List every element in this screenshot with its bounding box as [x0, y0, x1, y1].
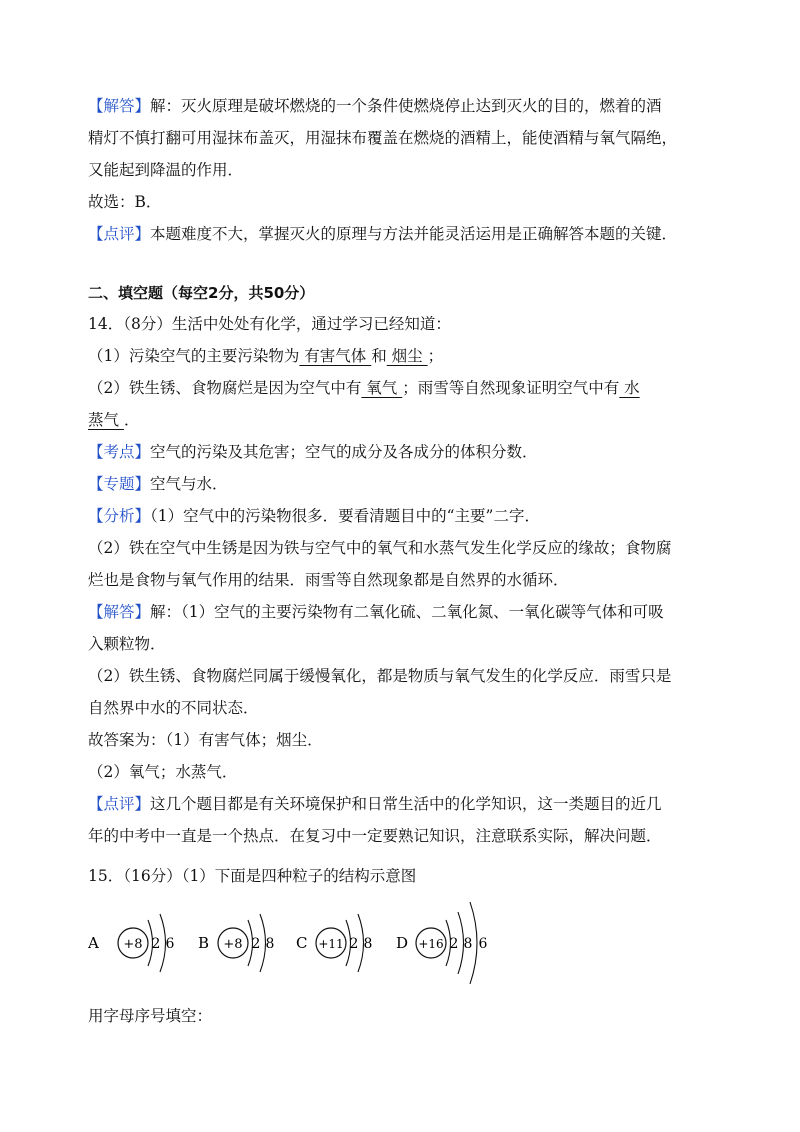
- dianping-tag: 【点评】: [88, 225, 151, 243]
- q15-stem: 15．（16分）（1）下面是四种粒子的结构示意图: [88, 867, 417, 885]
- q14-zhuanti: 【专题】空气与水．: [88, 475, 228, 493]
- dianping-tag: 【点评】: [88, 795, 151, 813]
- q14-jieda-line2: 入颗粒物．: [88, 635, 166, 653]
- q13-dianping: 【点评】本题难度不大，掌握灭火的原理与方法并能灵活运用是正确解答本题的关键．: [88, 225, 678, 243]
- q14-jieda-line3: （2）铁生锈、食物腐烂同属于缓慢氧化，都是物质与氧气发生的化学反应．雨雪只是: [88, 667, 672, 685]
- kaodian-tag: 【考点】: [88, 443, 151, 461]
- q13-jieda-line2: 精灯不慎打翻可用湿抹布盖灭，用湿抹布覆盖在燃烧的酒精上，能使酒精与氧气隔绝，: [88, 129, 678, 147]
- particle-letter: D: [396, 934, 409, 952]
- q13-jieda-line1: 【解答】解：灭火原理是破坏燃烧的一个条件使燃烧停止达到灭火的目的，燃着的酒: [88, 97, 662, 115]
- atom-structure-diagrams: [88, 896, 728, 996]
- particle-letter: C: [296, 934, 308, 952]
- shell-electrons: 2: [251, 936, 261, 952]
- fenxi-tag: 【分析】: [88, 507, 151, 525]
- q14-fenxi-line2: （2）铁在空气中生锈是因为铁与空气中的氧气和水蒸气发生化学反应的缘故；食物腐: [88, 539, 672, 557]
- particle-c: [296, 914, 372, 972]
- nucleus-charge: +11: [318, 937, 344, 951]
- particle-letter: B: [198, 934, 210, 952]
- q14-answer-line1: 故答案为：（1）有害气体；烟尘．: [88, 731, 323, 749]
- shell-electrons: 8: [265, 936, 275, 952]
- q14-dianping-line1: 【点评】这几个题目都是有关环境保护和日常生活中的化学知识，这一类题目的近几: [88, 795, 662, 813]
- q14-dianping-line2: 年的中考中一直是一个热点．在复习中一定要熟记知识，注意联系实际，解决问题．: [88, 827, 662, 845]
- nucleus-charge: +8: [223, 937, 243, 952]
- shell-electrons: 8: [363, 936, 373, 952]
- answer-blank: 烟尘: [386, 347, 428, 365]
- q14-jieda-line4: 自然界中水的不同状态．: [88, 699, 259, 717]
- q14-answer-line2: （2）氧气；水蒸气．: [88, 763, 238, 781]
- q15-fill-prompt: 用字母序号填空：: [88, 1007, 213, 1025]
- jieda-tag: 【解答】: [88, 603, 151, 621]
- nucleus-charge: +8: [123, 937, 143, 952]
- q13-choice: 故选：B．: [88, 193, 162, 211]
- particle-a: [88, 914, 175, 972]
- q14-fenxi-line1: 【分析】（1）空气中的污染物很多．要看清题目中的“主要”二字．: [88, 507, 540, 525]
- shell-electrons: 6: [478, 936, 488, 952]
- q14-fenxi-line3: 烂也是食物与氧气作用的结果．雨雪等自然现象都是自然界的水循环．: [88, 571, 569, 589]
- q14-stem: 14．（8分）生活中处处有化学，通过学习已经知道：: [88, 315, 451, 333]
- particle-b: [198, 914, 274, 972]
- q14-part1: （1）污染空气的主要污染物为 有害气体 和 烟尘 ；: [88, 347, 444, 365]
- nucleus-charge: +16: [418, 937, 444, 951]
- answer-blank: 蒸气: [88, 411, 124, 429]
- answer-blank: 氧气: [361, 379, 403, 397]
- q14-jieda-line1: 【解答】解：（1）空气的主要污染物有二氧化硫、二氧化氮、一氧化碳等气体和可吸: [88, 603, 664, 621]
- shell-electrons: 2: [151, 936, 161, 952]
- shell-electrons: 2: [349, 936, 359, 952]
- particle-d: [396, 902, 488, 984]
- section-title: 二、填空题（每空2分，共50分）: [88, 284, 315, 302]
- q13-jieda-line3: 又能起到降温的作用．: [88, 161, 244, 179]
- q14-part2-line2: 蒸气 ．: [88, 411, 140, 429]
- shell-electrons: 6: [165, 936, 175, 952]
- q14-part2-line1: （2）铁生锈、食物腐烂是因为空气中有 氧气 ；雨雪等自然现象证明空气中有 水: [88, 379, 640, 397]
- shell-electrons: 8: [463, 936, 473, 952]
- answer-blank: 有害气体: [299, 347, 372, 365]
- q14-kaodian: 【考点】空气的污染及其危害；空气的成分及各成分的体积分数．: [88, 443, 538, 461]
- shell-electrons: 2: [449, 936, 459, 952]
- particle-letter: A: [88, 934, 99, 952]
- jieda-tag: 【解答】: [88, 97, 151, 115]
- answer-blank: 水: [619, 379, 640, 397]
- zhuanti-tag: 【专题】: [88, 475, 151, 493]
